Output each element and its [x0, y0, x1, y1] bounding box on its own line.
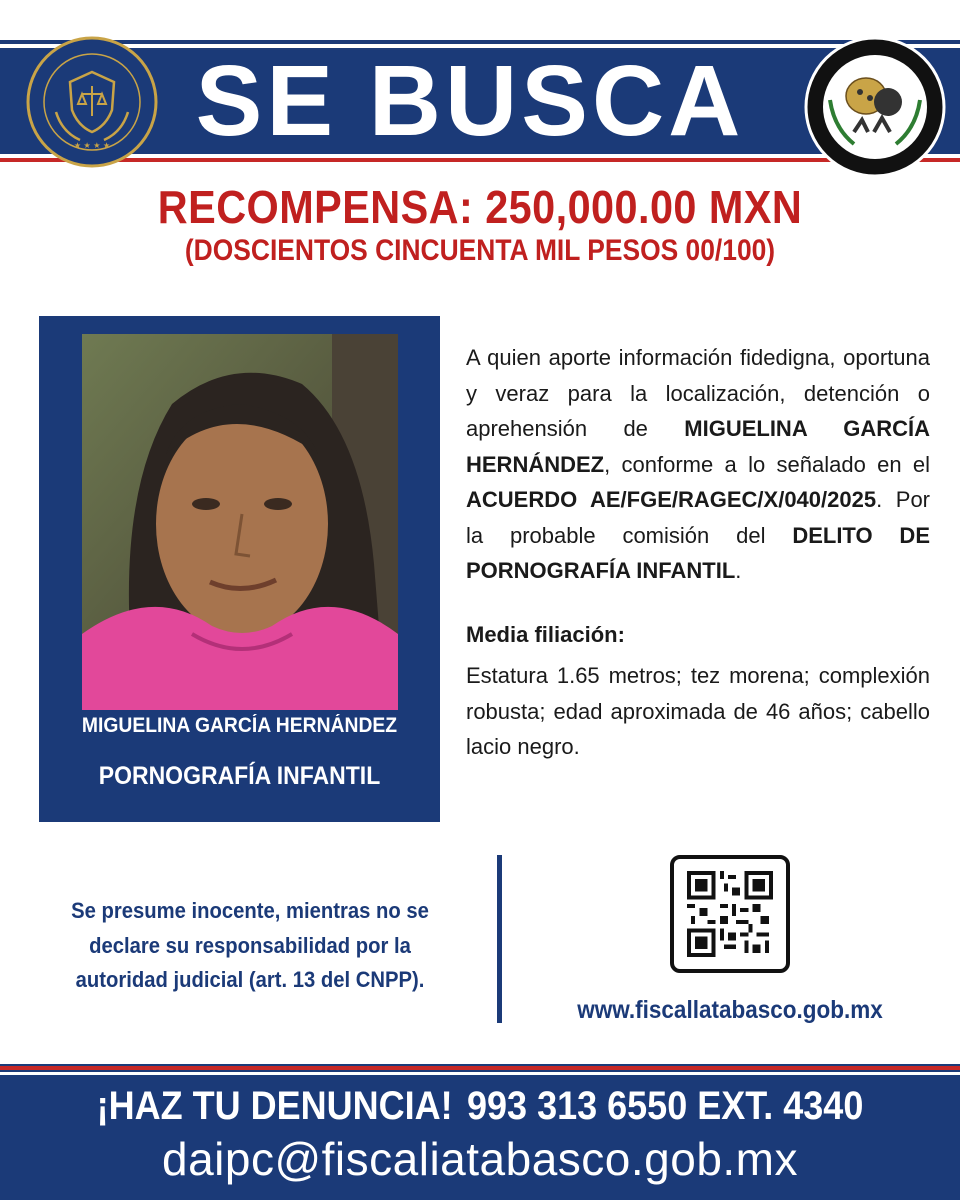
reward-description: [466, 340, 930, 589]
filiation-details: Estatura 1.65 metros; tez morena; complexión robusta; edad aproximada de 46 años; cabello lacio negro.: [466, 663, 930, 759]
qr-code[interactable]: [670, 855, 790, 973]
report-slogan: ¡HAZ TU DENUNCIA!: [96, 1084, 453, 1128]
svg-text:★ ★ ★ ★: ★ ★ ★ ★: [73, 141, 111, 150]
suspect-portrait-image: [82, 334, 398, 710]
page-title: SE BUSCA: [195, 45, 745, 157]
description-text: A quien aporte información fidedigna, oportuna y veraz para la localización, detención o aprehensión de: [466, 345, 930, 441]
reward-amount-words: (DOSCIENTOS CINCUENTA MIL PESOS 00/100): [184, 234, 776, 267]
description-text: . Por la probable comisión del: [466, 487, 930, 548]
report-phone-number[interactable]: 993 313 6550 EXT. 4340: [467, 1084, 864, 1128]
suspect-crime-label: PORNOGRAFÍA INFANTIL: [98, 762, 381, 790]
qr-code-icon: [686, 871, 774, 957]
police-unit-seal-logo: [804, 36, 946, 178]
report-email[interactable]: daipc@fiscaliatabasco.gob.mx: [161, 1133, 798, 1185]
filiation-heading: Media filiación:: [466, 622, 625, 647]
description-text: , conforme a lo señalado en el: [604, 451, 930, 477]
presumption-of-innocence-notice: Se presume inocente, mientras no se declare su responsabilidad por la autoridad judicial (art. 13 del CNPP).: [71, 898, 429, 992]
fiscalia-seal-logo: [26, 36, 158, 168]
description-suspect-name: MIGUELINA GARCÍA HERNÁNDEZ: [466, 416, 931, 477]
vertical-divider: [497, 855, 502, 1023]
reward-amount: RECOMPENSA: 250,000.00 MXN: [157, 181, 803, 233]
description-text: .: [735, 558, 742, 583]
suspect-card: [39, 316, 440, 822]
suspect-photo: [82, 334, 398, 710]
report-call-to-action: [48, 1084, 912, 1129]
suspect-name-label: MIGUELINA GARCÍA HERNÁNDEZ: [81, 714, 398, 737]
description-crime: DELITO DE PORNOGRAFÍA INFANTIL: [466, 522, 930, 583]
website-link[interactable]: www.fiscallatabasco.gob.mx: [577, 996, 883, 1024]
description-agreement: ACUERDO AE/FGE/RAGEC/X/040/2025: [466, 487, 877, 512]
